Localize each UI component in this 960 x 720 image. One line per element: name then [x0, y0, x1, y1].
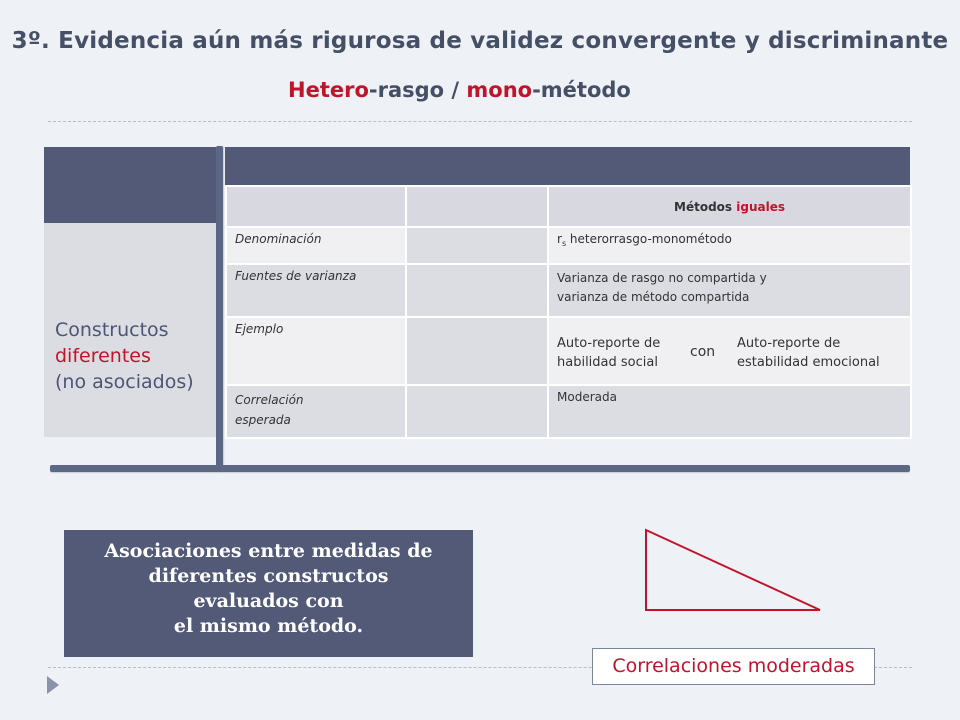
example-left-line-2: habilidad social: [557, 355, 658, 370]
constructs-label-line-2: diferentes: [55, 345, 151, 367]
slide-title: 3º. Evidencia aún más rigurosa de validez convergente y discriminante: [11, 28, 949, 54]
methods-header-part-1: Métodos: [674, 199, 737, 214]
example-right-line-2: estabilidad emocional: [737, 355, 880, 370]
methods-header-part-2: iguales: [736, 199, 785, 214]
definition-line-3: evaluados con: [193, 590, 344, 612]
subtitle-part-2: etero: [305, 78, 369, 102]
correlacion-label-line-2: esperada: [235, 413, 291, 427]
fuentes-line-2: varianza de método compartida: [557, 290, 750, 304]
example-left-line-1: Auto-reporte de: [557, 336, 661, 351]
definition-line-4: el mismo método.: [173, 615, 364, 637]
definition-line-2: diferentes constructos: [148, 565, 389, 587]
correlacion-label-line-1: Correlación: [235, 393, 304, 407]
correlation-callout: Correlaciones moderadas: [592, 648, 875, 685]
play-arrow-icon[interactable]: [47, 676, 59, 694]
example-connector: con: [690, 344, 716, 360]
constructs-label-line-3: (no asociados): [55, 371, 194, 393]
fuentes-line-1: Varianza de rasgo no compartida y: [557, 271, 767, 285]
row-value-correlacion: Moderada: [548, 385, 911, 438]
coef-symbol: r: [557, 232, 562, 246]
subtitle-part-4: mono: [466, 78, 533, 102]
subtitle-part-1: H: [288, 78, 306, 102]
row-label-denominacion: Denominación: [226, 227, 406, 264]
definition-line-1: Asociaciones entre medidas de: [104, 540, 433, 562]
row-label-ejemplo: Ejemplo: [226, 317, 406, 385]
coef-subscript: s: [561, 239, 567, 248]
row-label-fuentes: Fuentes de varianza: [226, 264, 406, 317]
example-right-line-1: Auto-reporte de: [737, 336, 841, 351]
subtitle-part-3: -rasgo /: [368, 78, 467, 102]
coef-description: heterorrasgo-monométodo: [566, 232, 732, 246]
constructs-label-line-1: Constructos: [55, 319, 169, 341]
subtitle-part-5: -método: [532, 78, 631, 102]
